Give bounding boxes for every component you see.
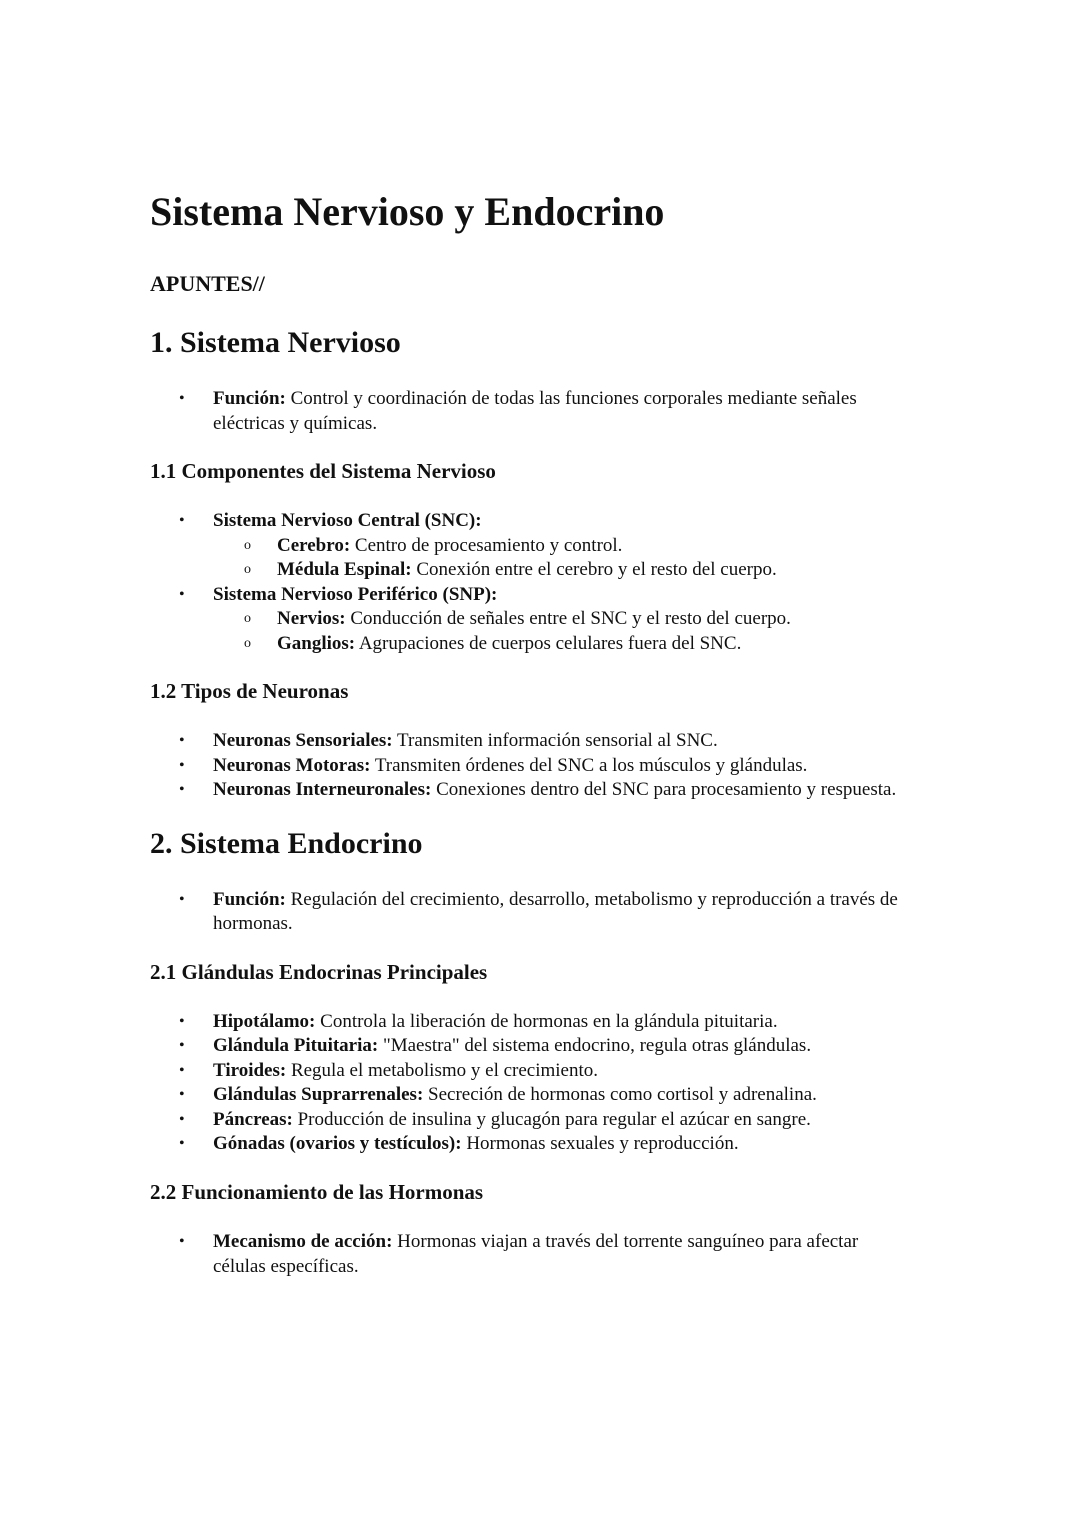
item-label: Médula Espinal: (277, 559, 412, 581)
document-subtitle: APUNTES// (150, 271, 265, 296)
item-text: Centro de procesamiento y control. (350, 534, 623, 556)
document-title: Sistema Nervioso y Endocrino (150, 189, 665, 234)
list-item (150, 1059, 910, 1084)
list-item (150, 387, 910, 436)
item-label: Gónadas (ovarios y testículos): (213, 1133, 462, 1155)
list-item (150, 1132, 910, 1157)
item-text: Hormonas viajan a través del torrente sanguíneo para afectar células específicas. (213, 1231, 859, 1277)
item-text: Conducción de señales entre el SNC y el resto del cuerpo. (345, 608, 791, 630)
bullet-icon: • (179, 1086, 185, 1104)
bullet-icon: • (179, 585, 185, 603)
item-label: Neuronas Sensoriales: (213, 730, 393, 752)
item-text: Transmiten órdenes del SNC a los músculos y glándulas. (370, 754, 808, 776)
item-label: Sistema Nervioso Periférico (SNP): (213, 583, 498, 605)
componentes-list (150, 509, 910, 656)
circle-bullet-icon: o (244, 537, 251, 553)
item-text: Regulación del crecimiento, desarrollo, metabolismo y reproducción a través de hormonas. (213, 888, 898, 935)
subsection-heading-componentes: 1.1 Componentes del Sistema Nervioso (150, 459, 496, 484)
item-label: Tiroides: (213, 1059, 287, 1081)
item-text: Control y coordinación de todas las funciones corporales mediante señales eléctricas y químicas. (213, 388, 857, 434)
bullet-icon: • (179, 1110, 185, 1128)
bullet-icon: • (179, 1037, 185, 1055)
item-text: Hormonas sexuales y reproducción. (461, 1133, 739, 1155)
item-text: Transmiten información sensorial al SNC. (392, 730, 718, 752)
list-item (150, 888, 910, 937)
sistema-endocrino-funcion-list (150, 888, 910, 937)
sub-list-item (213, 534, 910, 559)
list-item (150, 778, 910, 803)
item-label: Glándula Pituitaria: (213, 1035, 379, 1057)
bullet-icon: • (179, 756, 185, 774)
subsection-heading-glandulas: 2.1 Glándulas Endocrinas Principales (150, 959, 488, 984)
item-text: Secreción de hormonas como cortisol y adrenalina. (423, 1084, 817, 1106)
list-item (150, 729, 910, 754)
item-text: Agrupaciones de cuerpos celulares fuera del SNC. (355, 632, 742, 654)
bullet-icon: • (179, 1061, 185, 1079)
item-label: Neuronas Motoras: (213, 754, 371, 776)
list-item (150, 1108, 910, 1133)
item-label: Cerebro: (277, 534, 351, 556)
section-heading-sistema-nervioso: 1. Sistema Nervioso (150, 326, 401, 360)
item-label: Sistema Nervioso Central (SNC): (213, 510, 482, 532)
circle-bullet-icon: o (244, 635, 251, 651)
bullet-icon: • (179, 512, 185, 530)
bullet-icon: • (179, 781, 185, 799)
bullet-icon: • (179, 390, 185, 408)
funcionamiento-list (150, 1230, 910, 1279)
list-item (150, 754, 910, 779)
bullet-icon: • (179, 890, 185, 908)
item-label: Páncreas: (213, 1108, 293, 1130)
bullet-icon: • (179, 1012, 185, 1030)
circle-bullet-icon: o (244, 611, 251, 627)
list-item (150, 509, 910, 583)
item-label: Glándulas Suprarrenales: (213, 1084, 424, 1106)
list-item (150, 1010, 910, 1035)
list-item (150, 1083, 910, 1108)
bullet-icon: • (179, 1233, 185, 1251)
bullet-icon: • (179, 1135, 185, 1153)
item-label: Función: (213, 888, 286, 910)
section-heading-sistema-endocrino: 2. Sistema Endocrino (150, 826, 423, 860)
snp-sublist (213, 607, 910, 656)
item-text: Conexiones dentro del SNC para procesamiento y respuesta. (431, 779, 897, 801)
subsection-heading-tipos-neuronas: 1.2 Tipos de Neuronas (150, 679, 349, 704)
item-label: Neuronas Interneuronales: (213, 779, 432, 801)
item-text: Regula el metabolismo y el crecimiento. (286, 1059, 599, 1081)
item-text: Conexión entre el cerebro y el resto del cuerpo. (411, 559, 777, 581)
subsection-heading-funcionamiento: 2.2 Funcionamiento de las Hormonas (150, 1179, 484, 1204)
sistema-nervioso-funcion-list (150, 387, 910, 436)
item-label: Función: (213, 388, 286, 410)
item-label: Mecanismo de acción: (213, 1231, 393, 1253)
item-text: "Maestra" del sistema endocrino, regula otras glándulas. (378, 1035, 812, 1057)
item-text: Controla la liberación de hormonas en la glándula pituitaria. (315, 1010, 778, 1032)
tipos-neuronas-list (150, 729, 910, 803)
sub-list-item (213, 632, 910, 657)
item-label: Nervios: (277, 608, 346, 630)
sub-list-item (213, 607, 910, 632)
list-item (150, 583, 910, 657)
circle-bullet-icon: o (244, 562, 251, 578)
bullet-icon: • (179, 732, 185, 750)
glandulas-list (150, 1010, 910, 1157)
item-text: Producción de insulina y glucagón para regular el azúcar en sangre. (292, 1108, 811, 1130)
snc-sublist (213, 534, 910, 583)
item-label: Ganglios: (277, 632, 356, 654)
item-label: Hipotálamo: (213, 1010, 316, 1032)
document-page (150, 190, 910, 1279)
sub-list-item (213, 558, 910, 583)
list-item (150, 1034, 910, 1059)
list-item (150, 1230, 910, 1279)
